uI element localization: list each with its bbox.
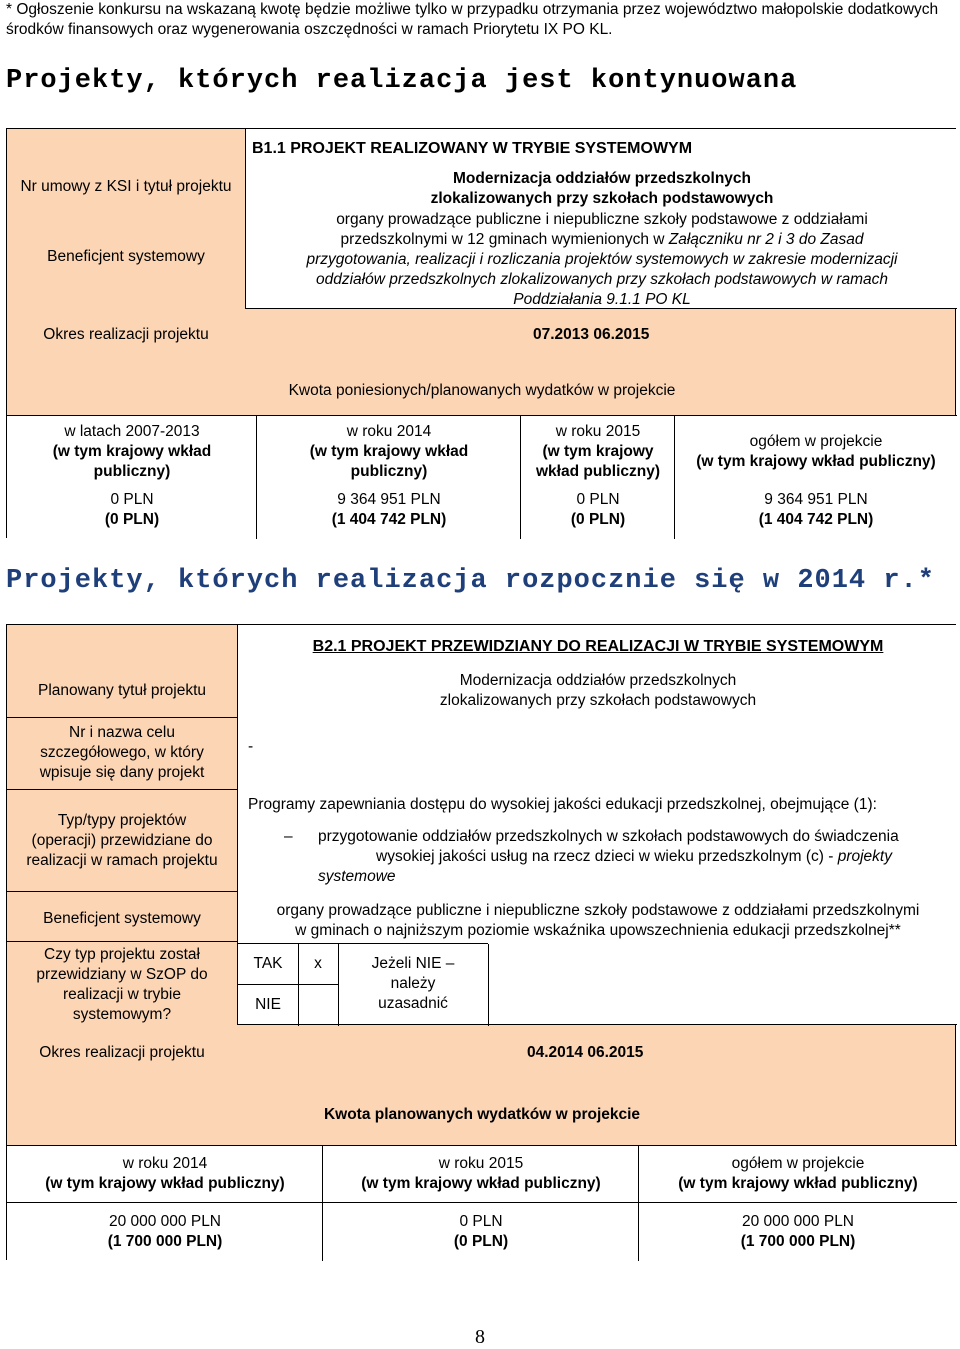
cost-header-line2: (w tym krajowy wkład bbox=[52, 443, 212, 460]
planned-cost-value: 20 000 000 PLN bbox=[741, 1213, 855, 1230]
planned-cost-header-line1: w roku 2014 bbox=[122, 1155, 208, 1172]
planned-cost-col-total bbox=[639, 1145, 957, 1261]
planned-cost-value-national: (1 700 000 PLN) bbox=[740, 1233, 856, 1250]
cost-value: 0 PLN bbox=[576, 491, 620, 508]
types-item-line2 bbox=[318, 847, 950, 867]
cost-header-line1: w latach 2007-2013 bbox=[64, 423, 200, 440]
beneficiary-line1: organy prowadzące publiczne i niepubliczne szkoły podstawowe z oddziałami bbox=[336, 211, 868, 228]
planned-cost-value-national: (0 PLN) bbox=[453, 1233, 509, 1250]
label-contract: Nr umowy z KSI i tytuł projektu bbox=[20, 178, 232, 195]
label-planned-period: Okres realizacji projektu bbox=[39, 1044, 205, 1061]
cost-value-national: (0 PLN) bbox=[104, 511, 160, 528]
label-szop-line3: realizacji w trybie bbox=[62, 986, 181, 1003]
cost-header-line3: publiczny) bbox=[93, 463, 171, 480]
planned-period: 04.2014 06.2015 bbox=[527, 1044, 644, 1061]
label-goal-line3: wpisuje się dany projekt bbox=[39, 764, 205, 781]
footnote: * Ogłoszenie konkursu na wskazaną kwotę będzie możliwe tylko w przypadku otrzymania przez województwo małopolskie dodatkowych środków finansowych oraz wygenerowania oszczędności w ramach Priorytetu IX PO KL. bbox=[6, 1, 939, 38]
goal-value: - bbox=[248, 738, 254, 755]
planned-cost-header-line2: (w tym krajowy wkład publiczny) bbox=[678, 1175, 918, 1192]
cost-header-line2: (w tym krajowy wkład bbox=[309, 443, 469, 460]
if-no-line1: Jeżeli NIE – bbox=[371, 955, 455, 972]
cost-value-national: (1 404 742 PLN) bbox=[331, 511, 447, 528]
szop-grid-divider bbox=[488, 944, 489, 1026]
page-number: 8 bbox=[475, 1326, 485, 1348]
planned-cost-value: 0 PLN bbox=[459, 1213, 503, 1230]
beneficiary-line2 bbox=[246, 230, 958, 250]
beneficiary-line4: oddziałów przedszkolnych zlokalizowanych przy szkołach podstawowych w ramach bbox=[315, 271, 889, 288]
label-beneficiary: Beneficjent systemowy bbox=[47, 248, 205, 265]
project-code-title: B1.1 PROJEKT REALIZOWANY W TRYBIE SYSTEMOWYM bbox=[252, 140, 693, 157]
planned-cost-value-national: (1 700 000 PLN) bbox=[107, 1233, 223, 1250]
planned-beneficiary-line1: organy prowadzące publiczne i niepubliczne szkoły podstawowe z oddziałami przedszkolnymi bbox=[276, 902, 920, 919]
cost-header-line1: ogółem w projekcie bbox=[749, 433, 883, 450]
cost-col-2007-2013 bbox=[7, 415, 257, 539]
label-szop-line2: przewidziany w SzOP do bbox=[36, 966, 208, 983]
section2-box bbox=[6, 624, 956, 1260]
cost-value-national: (1 404 742 PLN) bbox=[758, 511, 874, 528]
types-intro: Programy zapewniania dostępu do wysokiej jakości edukacji przedszkolnej, obejmujące (1): bbox=[248, 796, 877, 813]
beneficiary-line2a: przedszkolnymi w 12 gminach wymienionych w bbox=[340, 231, 669, 248]
planned-cost-divider bbox=[7, 1202, 323, 1203]
project-period: 07.2013 06.2015 bbox=[533, 326, 650, 343]
label-period: Okres realizacji projektu bbox=[43, 326, 209, 343]
types-item-line1: przygotowanie oddziałów przedszkolnych w szkołach podstawowych do świadczenia bbox=[318, 828, 899, 845]
label-types-line1: Typ/typy projektów bbox=[57, 812, 187, 829]
planned-cost-header-line2: (w tym krajowy wkład publiczny) bbox=[361, 1175, 601, 1192]
planned-code-title bbox=[238, 637, 958, 657]
project-title-line1: Modernizacja oddziałów przedszkolnych bbox=[453, 170, 751, 187]
beneficiary-line2b: Załączniku nr 2 i 3 do Zasad bbox=[668, 231, 864, 248]
cost-header-line3: publiczny) bbox=[350, 463, 428, 480]
costs-table bbox=[7, 415, 957, 539]
planned-code-title-text: B2.1 PROJEKT PRZEWIDZIANY DO REALIZACJI W TRYBIE SYSTEMOWYM bbox=[312, 638, 884, 655]
section1-box bbox=[6, 128, 956, 538]
szop-yes: TAK bbox=[238, 944, 299, 985]
label-szop-line1: Czy typ projektu został bbox=[44, 946, 200, 963]
planned-cost-header-line1: ogółem w projekcie bbox=[731, 1155, 865, 1172]
label-types-line2: (operacji) przewidziane do bbox=[31, 832, 213, 849]
cost-col-2015 bbox=[521, 415, 675, 539]
cost-header-line2: (w tym krajowy wkład publiczny) bbox=[696, 453, 936, 470]
planned-cost-divider bbox=[639, 1202, 957, 1203]
left-divider-2 bbox=[7, 789, 237, 790]
project-info-cell bbox=[245, 129, 957, 309]
planned-cost-value: 20 000 000 PLN bbox=[108, 1213, 222, 1230]
beneficiary-line5: Poddziałania 9.1.1 PO KL bbox=[513, 291, 691, 308]
cost-header-line3: wkład publiczny) bbox=[535, 463, 660, 480]
cost-value: 9 364 951 PLN bbox=[764, 491, 868, 508]
label-goal-line1: Nr i nazwa celu bbox=[69, 724, 175, 741]
cost-header-line1: w roku 2014 bbox=[346, 423, 432, 440]
cost-col-total bbox=[675, 415, 957, 539]
left-divider-1 bbox=[7, 717, 237, 718]
label-szop-line4: systemowym? bbox=[72, 1006, 172, 1023]
szop-yes-mark: x bbox=[298, 944, 339, 985]
project-title-line2: zlokalizowanych przy szkołach podstawowych bbox=[430, 190, 774, 207]
if-no-line3: uzasadnić bbox=[378, 995, 448, 1012]
left-divider-4 bbox=[7, 941, 237, 942]
cost-header-line2: (w tym krajowy bbox=[542, 443, 654, 460]
label-types-line3: realizacji w ramach projektu bbox=[26, 852, 218, 869]
section2-heading: Projekty, których realizacja rozpocznie się w 2014 r.* bbox=[6, 566, 935, 596]
cost-value: 0 PLN bbox=[110, 491, 154, 508]
planned-cost-col-2015 bbox=[323, 1145, 639, 1261]
types-item-line2a: wysokiej jakości usług na rzecz dzieci w wieku przedszkolnym (c) - bbox=[376, 848, 838, 865]
planned-cost-divider bbox=[323, 1202, 639, 1203]
cost-value-national: (0 PLN) bbox=[570, 511, 626, 528]
szop-grid bbox=[238, 943, 488, 1026]
szop-no: NIE bbox=[238, 985, 299, 1026]
planned-costs-heading: Kwota planowanych wydatków w projekcie bbox=[323, 1106, 641, 1123]
planned-title-line1: Modernizacja oddziałów przedszkolnych bbox=[459, 672, 737, 689]
planned-info-cell bbox=[237, 625, 957, 1025]
cost-header-line1: w roku 2015 bbox=[555, 423, 641, 440]
planned-cost-header-line1: w roku 2015 bbox=[438, 1155, 524, 1172]
label-goal-line2: szczegółowego, w który bbox=[40, 744, 204, 761]
label-planned-title: Planowany tytuł projektu bbox=[37, 682, 206, 699]
beneficiary-line3: przygotowania, realizacji i rozliczania projektów systemowych w zakresie modernizacji bbox=[306, 251, 898, 268]
label-planned-beneficiary: Beneficjent systemowy bbox=[43, 910, 201, 927]
if-no-line2: należy bbox=[390, 975, 436, 992]
szop-no-mark bbox=[298, 985, 339, 1026]
types-item-line3: systemowe bbox=[318, 868, 396, 885]
types-dash: – bbox=[284, 828, 293, 845]
types-item-line2b: projekty bbox=[837, 848, 892, 865]
cost-col-2014 bbox=[257, 415, 521, 539]
costs-heading: Kwota poniesionych/planowanych wydatków w projekcie bbox=[288, 382, 676, 399]
planned-costs-table bbox=[7, 1145, 957, 1261]
planned-beneficiary-line2: w gminach o najniższym poziomie wskaźnika upowszechnienia edukacji przedszkolnej** bbox=[295, 922, 901, 939]
left-divider-3 bbox=[7, 891, 237, 892]
planned-title-line2: zlokalizowanych przy szkołach podstawowych bbox=[439, 692, 757, 709]
planned-cost-header-line2: (w tym krajowy wkład publiczny) bbox=[45, 1175, 285, 1192]
cost-value: 9 364 951 PLN bbox=[337, 491, 441, 508]
section1-heading: Projekty, których realizacja jest kontynuowana bbox=[6, 66, 798, 96]
planned-cost-col-2014 bbox=[7, 1145, 323, 1261]
